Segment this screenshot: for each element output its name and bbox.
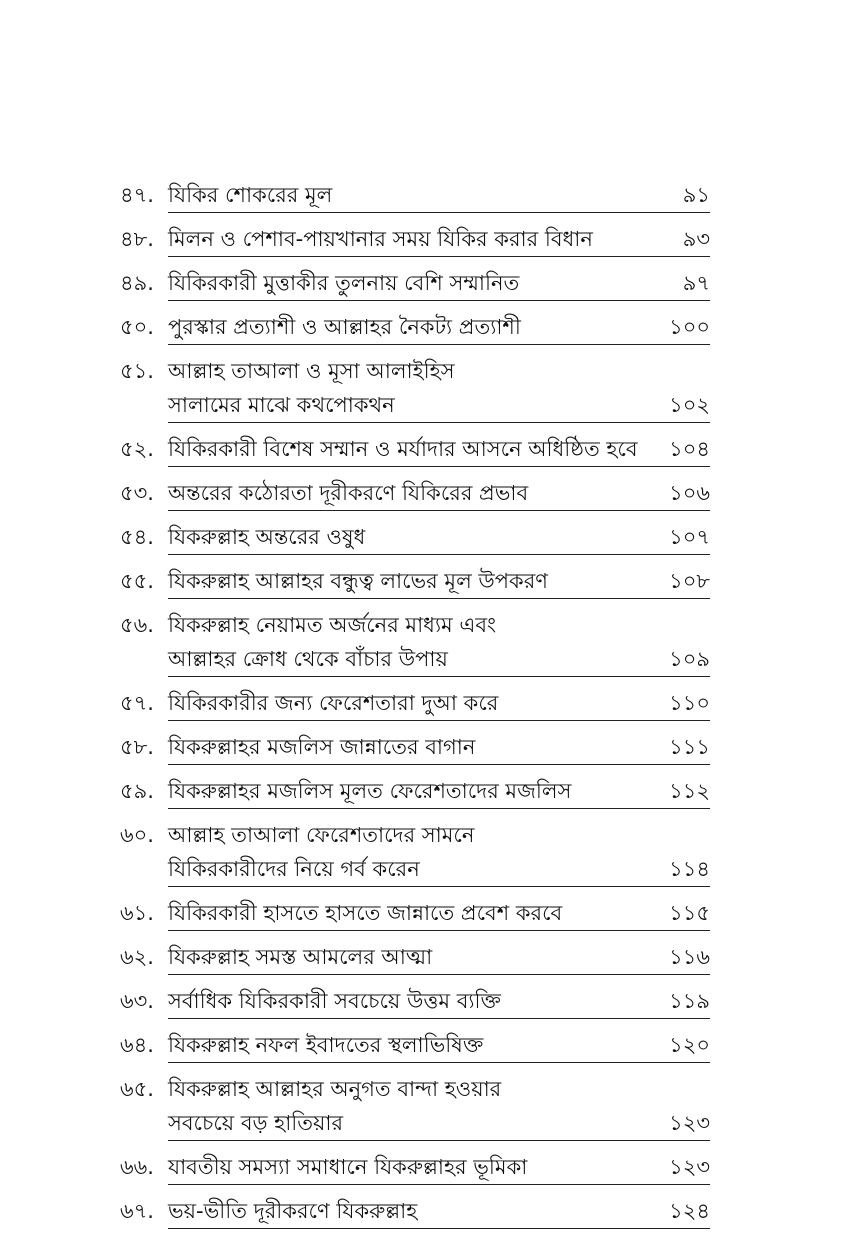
toc-entry-title [168,222,677,257]
toc-entry-title [168,178,677,213]
toc-entry-number: ৬২. [120,945,154,969]
toc-entry-number: ৫৭. [120,691,154,715]
toc-entry-title-line: যিকরুল্লাহ নফল ইবাদতের স্থলাভিষিক্ত [168,1028,663,1063]
toc-entry [120,602,710,680]
toc-entry [120,1066,710,1144]
toc-entry-number: ৫৯. [120,779,154,803]
toc-entry-number: ৬৫. [120,1077,154,1101]
toc-entry-title [168,310,663,345]
toc-entry-title [168,896,663,931]
toc-entry-page-number: ১১৪ [663,852,710,887]
toc-entry-title-line: যিকরুল্লাহর মজলিস জান্নাতের বাগান [168,730,663,765]
toc-entry [120,934,710,978]
toc-entry [120,514,710,558]
toc-entry-title-line: সালামের মাঝে কথপোকথন [168,388,663,423]
toc-entry-page-number: ১২৩ [663,1106,710,1141]
toc-entry [120,470,710,514]
toc-entry-title [168,1194,663,1229]
toc-entry-title [168,818,663,887]
toc-entry-title [168,984,663,1019]
toc-entry-title [168,266,677,301]
toc-entry-title-line: পুরস্কার প্রত্যাশী ও আল্লাহর নৈকট্য প্রত্যাশী [168,310,663,345]
toc-entry-page-number: ১১৬ [663,940,710,975]
toc-entry-title [168,476,663,511]
toc-entry-number: ৫৫. [120,569,154,593]
toc-entry-title [168,1072,663,1141]
toc-entry-page-number: ১০৯ [663,642,710,677]
toc-entry [120,1022,710,1066]
toc-entry-number: ৫৬. [120,613,154,637]
toc-entry-title [168,1150,663,1185]
toc-entry-page-number: ১২৪ [663,1194,710,1229]
toc-entry [120,172,710,216]
toc-entry-page-number: ১২৩ [663,1150,710,1185]
toc-entry-page-number: ১১০ [663,686,710,721]
toc-entry [120,348,710,426]
toc-entry-number: ৬৬. [120,1155,154,1179]
toc-entry-title [168,1028,663,1063]
toc-entry-title-line: যিকরুল্লাহ আল্লাহর বন্ধুত্ব লাভের মূল উপকরণ [168,564,663,599]
toc-entry-page-number: ১০৮ [663,564,710,599]
toc-entry-page-number: ১১৫ [663,896,710,931]
toc-entry-page-number: ১০৬ [663,476,710,511]
toc-entry-number: ৪৭. [120,183,154,207]
toc-entry-title-line: যিকিরকারীর জন্য ফেরেশতারা দুআ করে [168,686,663,721]
toc-entry-title-line: আল্লাহ তাআলা ফেরেশতাদের সামনে [168,823,475,847]
toc-entry-title [168,564,663,599]
toc-entry-number: ৫১. [120,359,154,383]
toc-entry-title-line: যিকিরকারীদের নিয়ে গর্ব করেন [168,852,663,887]
toc-entry-page-number: ৯১ [677,178,710,213]
toc-entry-title-line: ভয়-ভীতি দূরীকরণে যিকরুল্লাহ [168,1194,663,1229]
toc-entry-page-number: ১০২ [663,388,710,423]
toc-entry [120,426,710,470]
toc-entry-title-line: আল্লাহর ক্রোধ থেকে বাঁচার উপায় [168,642,663,677]
toc-entry-number: ৬৩. [120,989,154,1013]
toc-entry-page-number: ১১২ [663,774,710,809]
toc-entry-title [168,774,663,809]
toc-entry-title-line: মিলন ও পেশাব-পায়খানার সময় যিকির করার বিধান [168,222,677,257]
toc-entry-page-number: ১০৭ [663,520,710,555]
toc-entry-title-line: যিকরুল্লাহ অন্তরের ওষুধ [168,520,663,555]
toc-entry-number: ৫৪. [120,525,154,549]
toc-entry-title-line: যিকিরকারী মুত্তাকীর তুলনায় বেশি সম্মানিত [168,266,677,301]
toc-entry-title-line: যিকিরকারী বিশেষ সম্মান ও মর্যাদার আসনে অধিষ্ঠিত হবে [168,432,663,467]
toc-entry-title [168,432,663,467]
toc-entry-title-line: যিকরুল্লাহর মজলিস মূলত ফেরেশতাদের মজলিস [168,774,663,809]
toc-entry-title-line: যিকরুল্লাহ নেয়ামত অর্জনের মাধ্যম এবং [168,613,497,637]
toc-entry-number: ৫২. [120,437,154,461]
toc-entry-page-number: ১০০ [663,310,710,345]
toc-entry-title-line: সর্বাধিক যিকিরকারী সবচেয়ে উত্তম ব্যক্তি [168,984,663,1019]
toc-entry [120,680,710,724]
toc-entry-title-line: যিকরুল্লাহ আল্লাহর অনুগত বান্দা হওয়ার [168,1077,502,1101]
toc-entry-page-number: ১১৯ [663,984,710,1019]
toc-entry-title-line: যিকির শোকরের মূল [168,178,677,213]
toc-entry-title-line: যিকরুল্লাহ সমস্ত আমলের আত্মা [168,940,663,975]
toc-entry-title [168,520,663,555]
toc-entry-number: ৫৮. [120,735,154,759]
toc-entry [120,558,710,602]
toc-entry-number: ৬০. [120,823,154,847]
toc-entry-title [168,608,663,677]
toc-entry [120,260,710,304]
toc-entry-page-number: ১১১ [663,730,710,765]
toc-entry-number: ৪৯. [120,271,154,295]
toc-entry-title [168,686,663,721]
toc-entry [120,978,710,1022]
toc-entry-title-line: সবচেয়ে বড় হাতিয়ার [168,1106,663,1141]
toc-entry [120,304,710,348]
toc-entry-page-number: ১২০ [663,1028,710,1063]
toc-entry-page-number: ১০৪ [663,432,710,467]
toc-entry-number: ৫০. [120,315,154,339]
toc-entry [120,768,710,812]
toc-entry [120,724,710,768]
toc-entry-number: ৬১. [120,901,154,925]
toc-entry-title-line: যিকিরকারী হাসতে হাসতে জান্নাতে প্রবেশ করবে [168,896,663,931]
toc-entry [120,890,710,934]
toc-entry-title [168,940,663,975]
toc-entry-title [168,354,663,423]
toc-entry-page-number: ৯৭ [677,266,710,301]
table-of-contents [120,172,710,1232]
toc-entry-title-line: আল্লাহ তাআলা ও মূসা আলাইহিস [168,359,455,383]
toc-entry-number: ৫৩. [120,481,154,505]
toc-entry-title-line: অন্তরের কঠোরতা দূরীকরণে যিকিরের প্রভাব [168,476,663,511]
toc-entry [120,1188,710,1232]
toc-entry-number: ৪৮. [120,227,154,251]
toc-entry-number: ৬৭. [120,1199,154,1223]
toc-entry [120,812,710,890]
toc-entry [120,216,710,260]
toc-entry-title [168,730,663,765]
toc-entry-title-line: যাবতীয় সমস্যা সমাধানে যিকরুল্লাহর ভূমিকা [168,1150,663,1185]
toc-entry-number: ৬৪. [120,1033,154,1057]
toc-entry-page-number: ৯৩ [677,222,710,257]
toc-entry [120,1144,710,1188]
